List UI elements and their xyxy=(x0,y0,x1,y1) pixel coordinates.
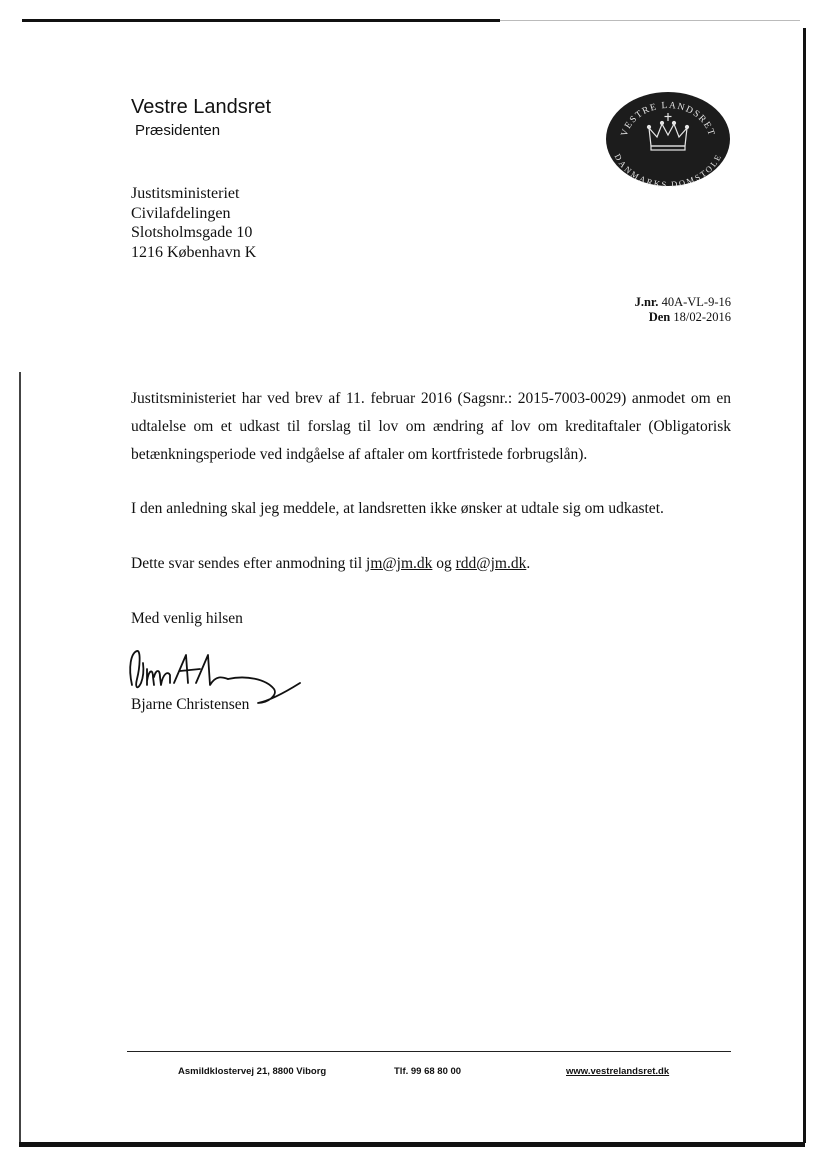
scan-edge-top xyxy=(22,19,500,22)
letter-date-label: Den xyxy=(648,310,671,324)
body-paragraph-1: Justitsministeriet har ved brev af 11. februar 2016 (Sagsnr.: 2015-7003-0029) anmodet om en udtalelse om et udkast til forslag til lov om ændring af lov om kreditaftaler (Obligatorisk betænkningsperiode ved indgåelse af aftaler om kortfristede forbrugslån). xyxy=(131,390,731,463)
body-paragraph-3-end: . xyxy=(526,555,531,572)
body-paragraph-3-and: og xyxy=(436,555,452,572)
footer-address: Asmildklostervej 21, 8800 Viborg xyxy=(178,1066,327,1077)
seal-top-text: VESTRE LANDSRET xyxy=(619,100,717,138)
footer-divider xyxy=(127,1051,731,1052)
footer-website-link[interactable]: www.vestrelandsret.dk xyxy=(566,1066,670,1077)
court-seal xyxy=(605,91,731,187)
organization-name: Vestre Landsret xyxy=(131,96,272,118)
journal-number xyxy=(635,295,731,310)
letter-body xyxy=(131,385,731,578)
address-line: Civilafdelingen xyxy=(131,204,231,222)
email-link-jm[interactable]: jm@jm.dk xyxy=(366,555,433,572)
signer-name: Bjarne Christensen xyxy=(131,696,250,713)
journal-number-value: 40A-VL-9-16 xyxy=(661,295,731,309)
department-name: Præsidenten xyxy=(135,122,221,139)
address-line: Slotsholmsgade 10 xyxy=(131,224,253,241)
body-paragraph-2: I den anledning skal jeg meddele, at landsretten ikke ønsker at udtale sig om udkastet. xyxy=(131,500,664,517)
closing-salutation: Med venlig hilsen xyxy=(131,610,243,627)
scan-edge-right xyxy=(803,28,806,1143)
letter-date-value: 18/02-2016 xyxy=(673,310,731,324)
address-line: Justitsministeriet xyxy=(131,185,240,202)
scan-edge-top-faint xyxy=(500,20,800,21)
email-link-rdd[interactable]: rdd@jm.dk xyxy=(455,555,527,572)
seal-bottom-text: DANMARKS DOMSTOLE xyxy=(612,152,724,187)
body-paragraph-3 xyxy=(131,550,731,578)
scan-edge-bottom xyxy=(19,1142,805,1147)
journal-number-label: J.nr. xyxy=(634,295,659,309)
body-paragraph-3-prefix: Dette svar sendes efter anmodning til xyxy=(131,555,363,572)
letter-date xyxy=(635,310,731,325)
footer-phone: Tlf. 99 68 80 00 xyxy=(394,1066,462,1077)
recipient-address xyxy=(131,184,256,262)
address-line: 1216 København K xyxy=(131,243,257,261)
scan-edge-left xyxy=(19,372,21,1144)
reference-block xyxy=(635,295,731,325)
